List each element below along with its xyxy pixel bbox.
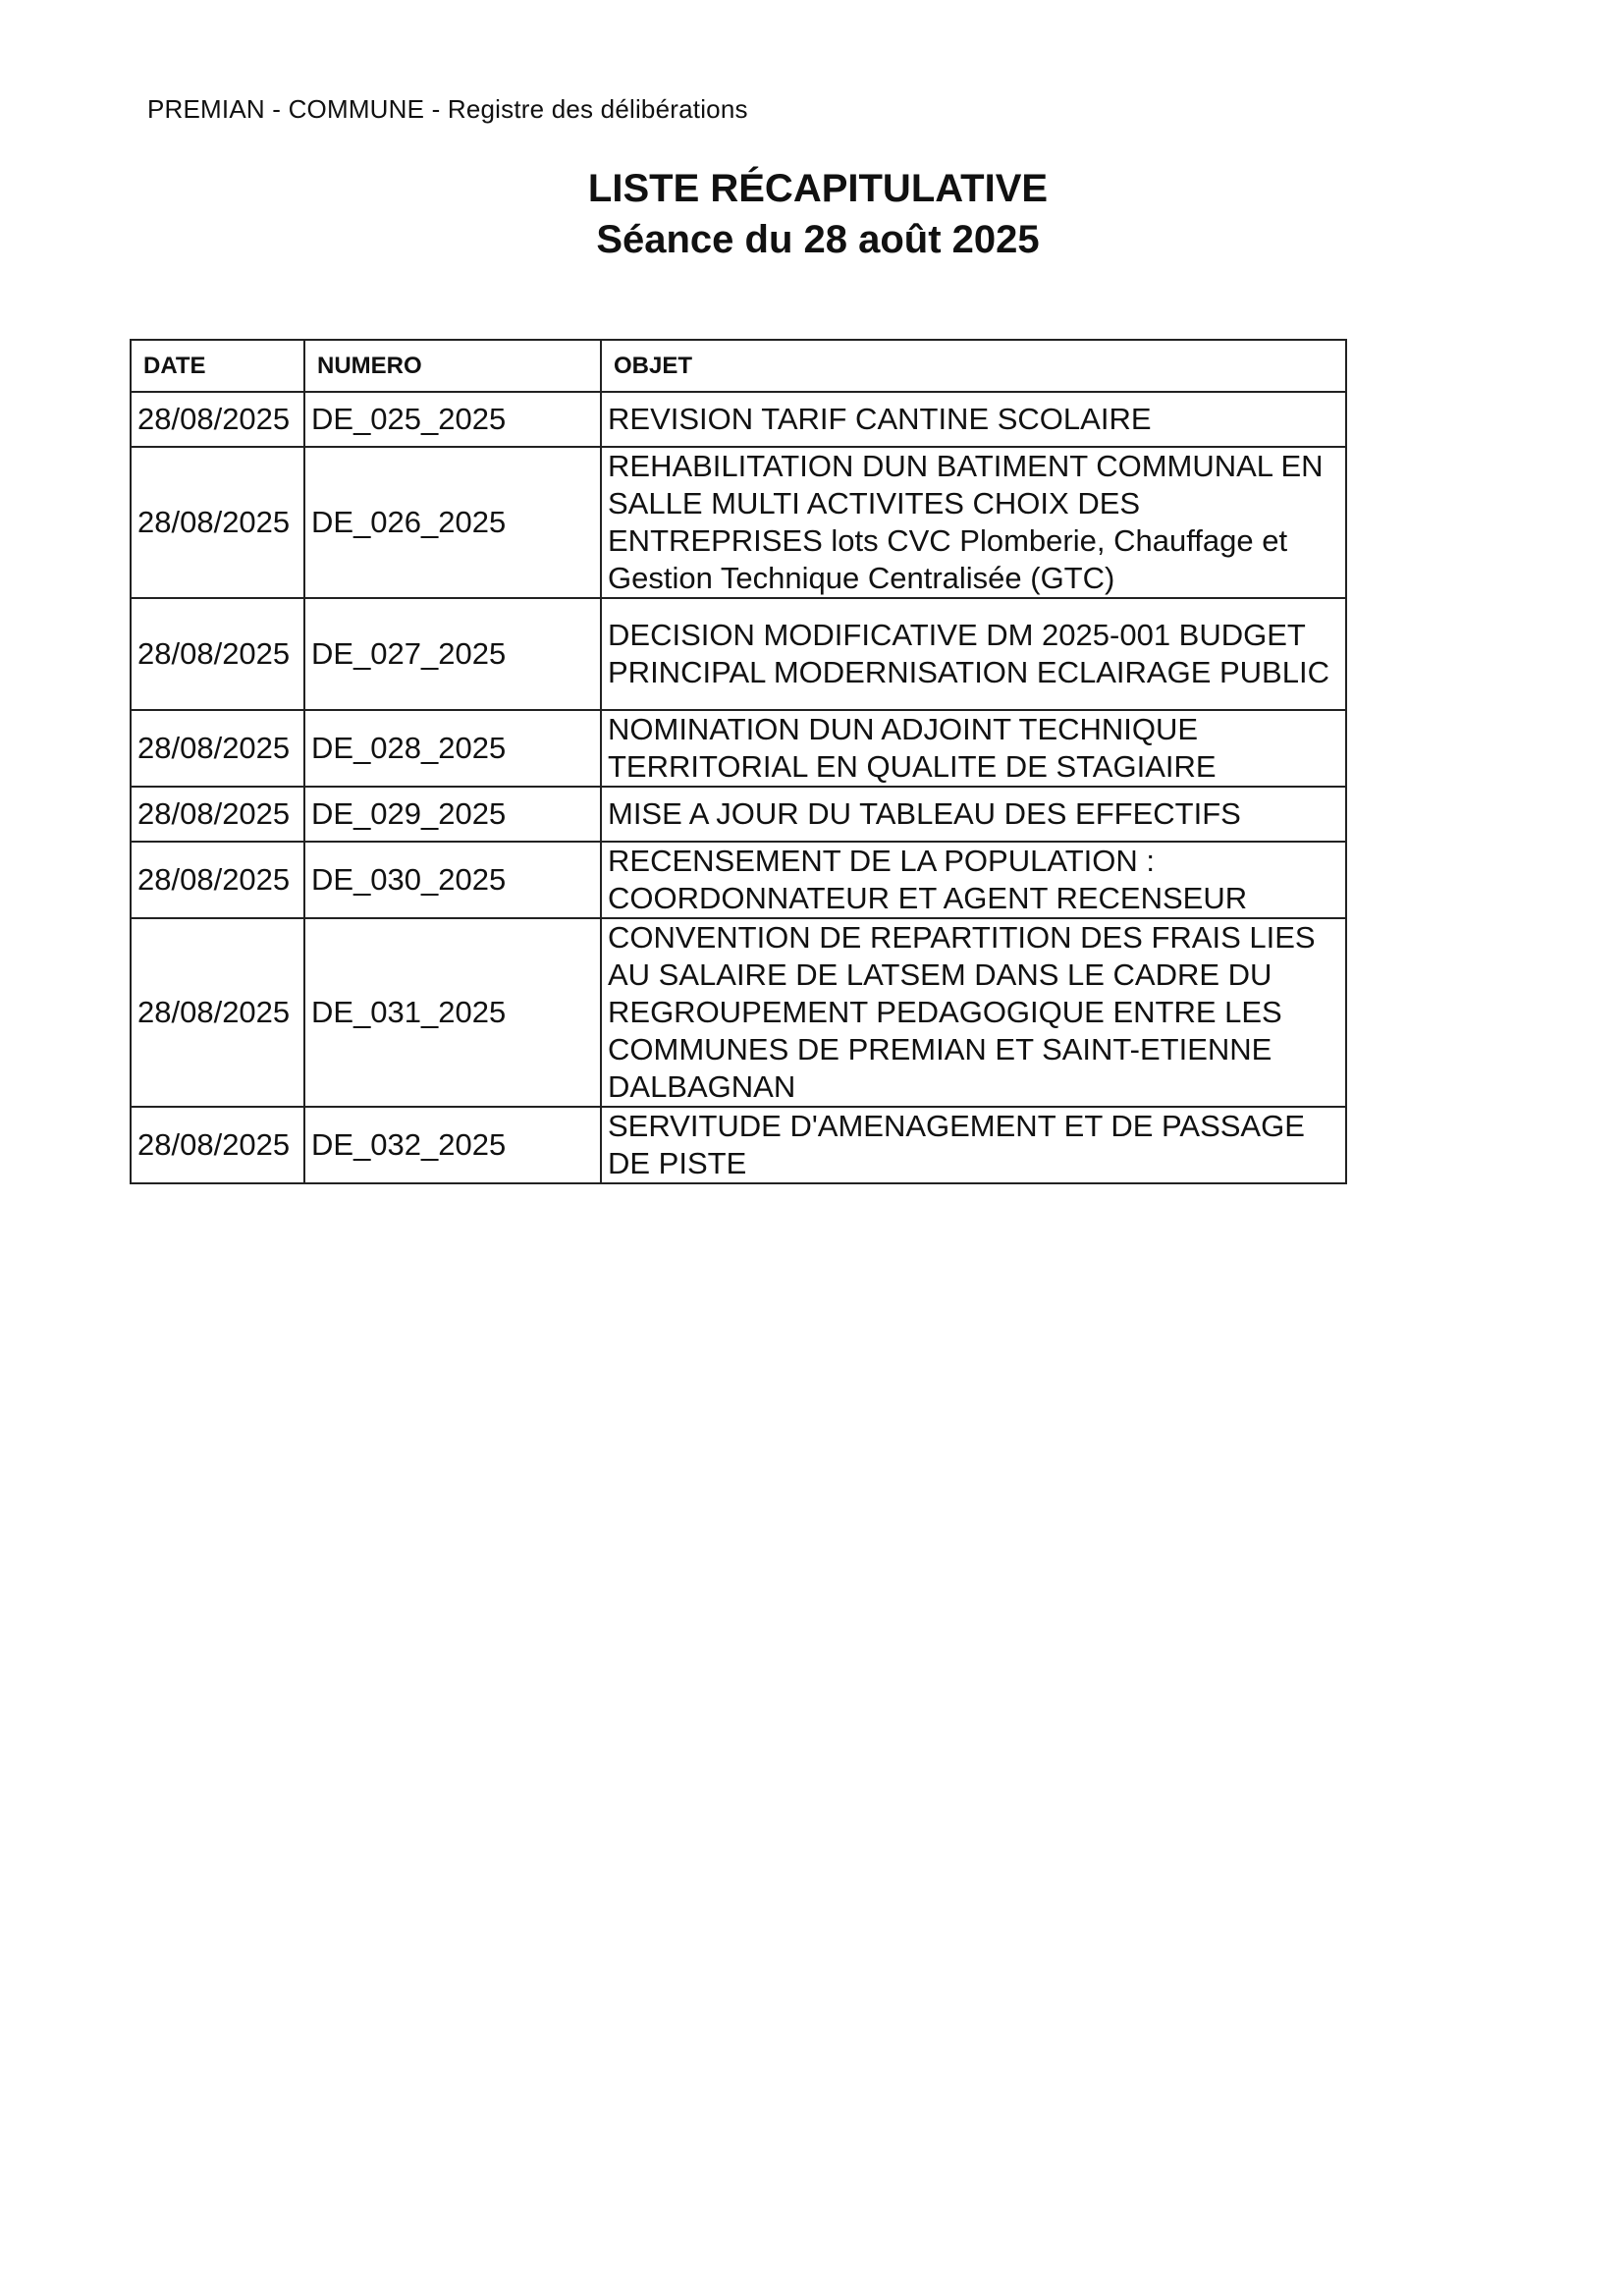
column-header-date: DATE [131,340,304,392]
table-row [131,842,1346,918]
cell-date: 28/08/2025 [131,598,304,710]
column-header-numero: NUMERO [304,340,601,392]
deliberations-table [130,339,1347,1184]
cell-objet: NOMINATION DUN ADJOINT TECHNIQUE TERRITORIAL EN QUALITE DE STAGIAIRE [601,710,1346,787]
cell-objet: REVISION TARIF CANTINE SCOLAIRE [601,392,1346,447]
cell-numero: DE_028_2025 [304,710,601,787]
cell-objet: MISE A JOUR DU TABLEAU DES EFFECTIFS [601,787,1346,842]
cell-numero: DE_031_2025 [304,918,601,1107]
cell-objet: DECISION MODIFICATIVE DM 2025-001 BUDGET PRINCIPAL MODERNISATION ECLAIRAGE PUBLIC [601,598,1346,710]
cell-numero: DE_030_2025 [304,842,601,918]
cell-objet: CONVENTION DE REPARTITION DES FRAIS LIES AU SALAIRE DE LATSEM DANS LE CADRE DU REGROUPEMENT PEDAGOGIQUE ENTRE LES COMMUNES DE PREMIAN ET SAINT-ETIENNE DALBAGNAN [601,918,1346,1107]
cell-date: 28/08/2025 [131,710,304,787]
cell-date: 28/08/2025 [131,787,304,842]
table-header-row [131,340,1346,392]
cell-date: 28/08/2025 [131,1107,304,1183]
table-row [131,447,1346,598]
cell-date: 28/08/2025 [131,447,304,598]
cell-numero: DE_032_2025 [304,1107,601,1183]
table-row [131,1107,1346,1183]
cell-objet: RECENSEMENT DE LA POPULATION : COORDONNATEUR ET AGENT RECENSEUR [601,842,1346,918]
cell-numero: DE_025_2025 [304,392,601,447]
title-line-1: LISTE RÉCAPITULATIVE [587,167,1049,210]
table-row [131,918,1346,1107]
cell-date: 28/08/2025 [131,918,304,1107]
table-row [131,787,1346,842]
table-row [131,392,1346,447]
column-header-objet: OBJET [601,340,1346,392]
cell-numero: DE_029_2025 [304,787,601,842]
cell-date: 28/08/2025 [131,392,304,447]
cell-objet: SERVITUDE D'AMENAGEMENT ET DE PASSAGE DE PISTE [601,1107,1346,1183]
cell-numero: DE_026_2025 [304,447,601,598]
cell-numero: DE_027_2025 [304,598,601,710]
registry-header: PREMIAN - COMMUNE - Registre des délibérations [147,94,748,124]
title-line-2: Séance du 28 août 2025 [596,218,1040,261]
table-row [131,598,1346,710]
cell-objet: REHABILITATION DUN BATIMENT COMMUNAL EN SALLE MULTI ACTIVITES CHOIX DES ENTREPRISES lots CVC Plomberie, Chauffage et Gestion Technique Centralisée (GTC) [601,447,1346,598]
page-title [0,163,1624,265]
cell-date: 28/08/2025 [131,842,304,918]
table-row [131,710,1346,787]
